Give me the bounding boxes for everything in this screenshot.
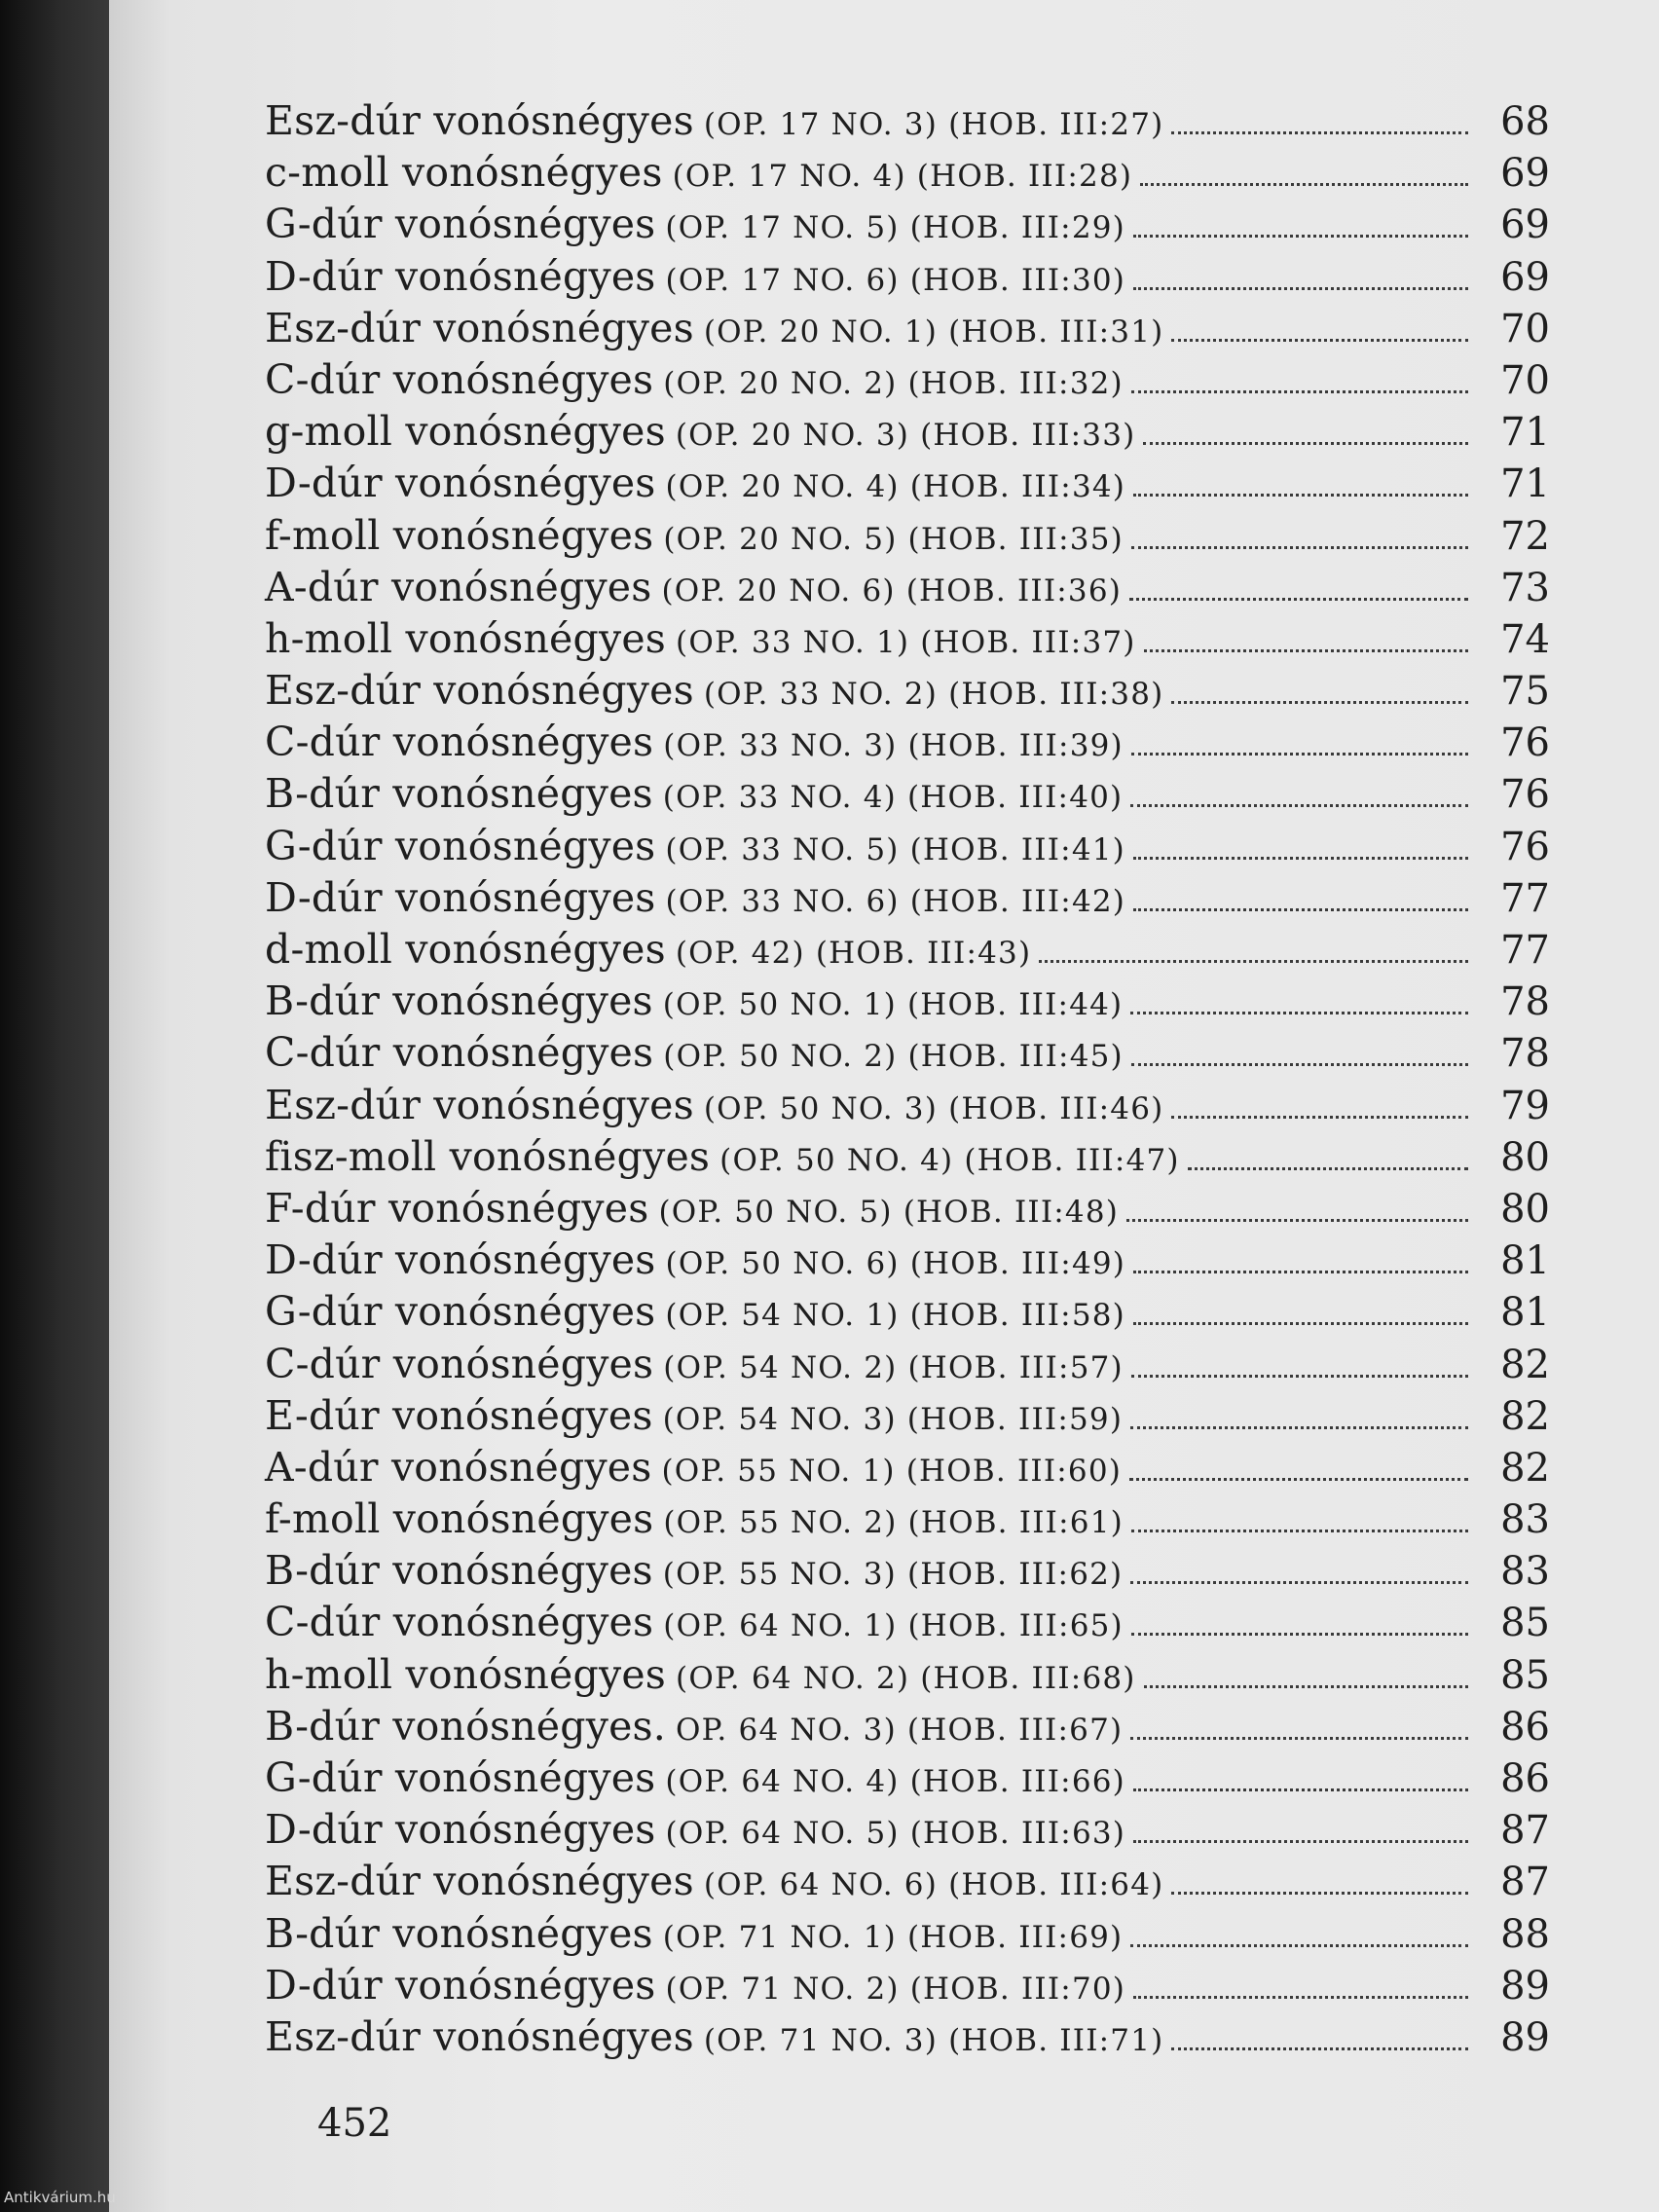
entry-page-number: 88 [1500, 1911, 1550, 1957]
entry-page-number: 76 [1500, 824, 1550, 869]
entry-reference: (OP. 33 NO. 6) (HOB. III:42) [665, 883, 1126, 919]
entry-title: h-moll vonósnégyes [265, 1650, 667, 1698]
entry-page-number: 77 [1500, 875, 1550, 921]
entry-title: g-moll vonósnégyes [265, 408, 666, 456]
entry-title: B-dúr vonósnégyes. [265, 1702, 667, 1750]
entry-page-number: 83 [1500, 1549, 1550, 1595]
toc-entry [265, 512, 1550, 564]
entry-title: fisz-moll vonósnégyes [265, 1132, 711, 1180]
entry-page-number: 70 [1500, 306, 1550, 351]
entry-reference: (OP. 71 NO. 1) (HOB. III:69) [662, 1919, 1124, 1955]
toc-entry [265, 1599, 1550, 1650]
entry-title: C-dúr vonósnégyes [265, 719, 654, 766]
entry-title: h-moll vonósnégyes [265, 614, 667, 662]
toc-entry [265, 823, 1550, 874]
entry-reference: (OP. 71 NO. 2) (HOB. III:70) [665, 1971, 1126, 2007]
toc-entry [265, 1962, 1550, 2013]
entry-page-number: 72 [1500, 513, 1550, 559]
entry-page-number: 79 [1500, 1083, 1550, 1128]
entry-reference: (OP. 20 NO. 6) (HOB. III:36) [661, 572, 1123, 608]
toc-entry [265, 149, 1550, 201]
entry-page-number: 82 [1500, 1445, 1550, 1491]
entry-page-number: 76 [1500, 720, 1550, 766]
toc-entry [265, 1910, 1550, 1962]
entry-page-number: 81 [1500, 1290, 1550, 1336]
dot-leader [1133, 494, 1468, 497]
entry-page-number: 69 [1500, 203, 1550, 248]
entry-reference: (OP. 55 NO. 1) (HOB. III:60) [661, 1453, 1123, 1489]
entry-title: B-dúr vonósnégyes [265, 1909, 653, 1957]
entry-page-number: 78 [1500, 1031, 1550, 1077]
entry-title: G-dúr vonósnégyes [265, 1288, 656, 1336]
entry-reference: (OP. 33 NO. 4) (HOB. III:40) [662, 780, 1124, 816]
entry-title: D-dúr vonósnégyes [265, 252, 656, 300]
dot-leader [1171, 339, 1468, 342]
entry-reference: (OP. 55 NO. 3) (HOB. III:62) [662, 1557, 1124, 1593]
toc-entry [265, 460, 1550, 511]
toc-entry [265, 1444, 1550, 1495]
dot-leader [1133, 908, 1468, 911]
entry-reference: OP. 64 NO. 3) (HOB. III:67) [676, 1712, 1124, 1748]
table-of-contents [265, 97, 1550, 2065]
entry-title: c-moll vonósnégyes [265, 149, 663, 197]
entry-reference: (OP. 64 NO. 2) (HOB. III:68) [676, 1660, 1136, 1696]
entry-title: Esz-dúr vonósnégyes [265, 1081, 694, 1128]
dot-leader [1130, 1581, 1468, 1584]
entry-reference: (OP. 50 NO. 2) (HOB. III:45) [663, 1039, 1124, 1075]
toc-entry [265, 1029, 1550, 1081]
entry-title: D-dúr vonósnégyes [265, 1806, 656, 1854]
entry-page-number: 82 [1500, 1393, 1550, 1439]
entry-reference: (OP. 20 NO. 4) (HOB. III:34) [665, 469, 1126, 505]
entry-reference: (OP. 42) (HOB. III:43) [675, 936, 1032, 971]
entry-title: D-dúr vonósnégyes [265, 1961, 656, 2009]
dot-leader [1143, 442, 1468, 445]
entry-title: E-dúr vonósnégyes [265, 1391, 653, 1439]
dot-leader [1133, 1788, 1468, 1791]
toc-entry [265, 2013, 1550, 2065]
entry-title: A-dúr vonósnégyes [265, 563, 652, 610]
dot-leader [1171, 2047, 1468, 2050]
entry-reference: (OP. 33 NO. 2) (HOB. III:38) [703, 677, 1164, 713]
entry-page-number: 71 [1500, 410, 1550, 456]
entry-page-number: 85 [1500, 1601, 1550, 1646]
toc-entry [265, 1341, 1550, 1392]
dot-leader [1130, 1737, 1468, 1740]
entry-reference: (OP. 54 NO. 1) (HOB. III:58) [665, 1298, 1125, 1334]
entry-title: B-dúr vonósnégyes [265, 977, 653, 1025]
toc-entry [265, 1133, 1550, 1185]
entry-reference: (OP. 64 NO. 1) (HOB. III:65) [663, 1608, 1124, 1644]
toc-entry [265, 1806, 1550, 1858]
entry-title: A-dúr vonósnégyes [265, 1443, 652, 1491]
entry-page-number: 85 [1500, 1652, 1550, 1698]
dot-leader [1130, 804, 1468, 807]
entry-page-number: 69 [1500, 151, 1550, 197]
toc-entry [265, 977, 1550, 1029]
toc-entry [265, 356, 1550, 408]
dot-leader [1188, 1167, 1468, 1170]
entry-page-number: 81 [1500, 1238, 1550, 1284]
dot-leader [1131, 753, 1468, 756]
dot-leader [1131, 1530, 1468, 1532]
entry-reference: (OP. 64 NO. 4) (HOB. III:66) [665, 1764, 1125, 1799]
dot-leader [1133, 857, 1468, 860]
entry-reference: (OP. 33 NO. 5) (HOB. III:41) [665, 831, 1125, 867]
toc-entry [265, 667, 1550, 719]
entry-reference: (OP. 50 NO. 1) (HOB. III:44) [662, 987, 1124, 1023]
entry-title: f-moll vonósnégyes [265, 1495, 654, 1543]
toc-entry [265, 408, 1550, 460]
entry-title: Esz-dúr vonósnégyes [265, 1858, 694, 1905]
dot-leader [1131, 1063, 1468, 1066]
dot-leader [1133, 1322, 1468, 1325]
toc-entry [265, 1082, 1550, 1133]
entry-title: G-dúr vonósnégyes [265, 201, 656, 248]
dot-leader [1129, 1478, 1468, 1481]
entry-title: G-dúr vonósnégyes [265, 1754, 656, 1801]
dot-leader [1130, 1012, 1468, 1014]
toc-entry [265, 97, 1550, 149]
entry-page-number: 86 [1500, 1756, 1550, 1801]
entry-page-number: 80 [1500, 1186, 1550, 1232]
watermark-logo: Antikvárium.hu [4, 2189, 116, 2206]
entry-title: F-dúr vonósnégyes [265, 1184, 649, 1232]
entry-reference: (OP. 20 NO. 3) (HOB. III:33) [675, 418, 1136, 454]
entry-page-number: 77 [1500, 928, 1550, 973]
entry-title: Esz-dúr vonósnégyes [265, 304, 694, 351]
entry-reference: (OP. 55 NO. 2) (HOB. III:61) [663, 1505, 1124, 1541]
entry-reference: (OP. 64 NO. 6) (HOB. III:64) [703, 1867, 1164, 1903]
dot-leader [1126, 1219, 1468, 1222]
entry-page-number: 73 [1500, 565, 1550, 610]
page-number: 452 [317, 2101, 392, 2146]
toc-entry [265, 1703, 1550, 1754]
dot-leader [1140, 183, 1468, 186]
entry-page-number: 70 [1500, 357, 1550, 403]
toc-entry [265, 615, 1550, 667]
dot-leader [1144, 1685, 1468, 1688]
entry-page-number: 76 [1500, 772, 1550, 818]
entry-title: C-dúr vonósnégyes [265, 1340, 654, 1387]
toc-entry [265, 874, 1550, 926]
entry-page-number: 78 [1500, 979, 1550, 1025]
entry-page-number: 89 [1500, 2014, 1550, 2060]
dot-leader [1039, 960, 1468, 963]
entry-reference: (OP. 50 NO. 4) (HOB. III:47) [719, 1142, 1180, 1178]
toc-entry [265, 926, 1550, 977]
toc-entry [265, 1288, 1550, 1340]
toc-entry [265, 564, 1550, 615]
entry-reference: (OP. 17 NO. 4) (HOB. III:28) [672, 159, 1133, 195]
dot-leader [1130, 1426, 1468, 1429]
dot-leader [1131, 1633, 1468, 1636]
entry-reference: (OP. 64 NO. 5) (HOB. III:63) [665, 1816, 1126, 1852]
toc-entry [265, 1495, 1550, 1547]
entry-title: Esz-dúr vonósnégyes [265, 97, 694, 144]
entry-title: G-dúr vonósnégyes [265, 822, 656, 869]
entry-title: C-dúr vonósnégyes [265, 1029, 654, 1077]
entry-title: D-dúr vonósnégyes [265, 460, 656, 507]
dot-leader [1131, 390, 1468, 393]
dot-leader [1129, 598, 1468, 601]
entry-page-number: 71 [1500, 461, 1550, 507]
toc-entry [265, 1236, 1550, 1288]
dot-leader [1171, 1892, 1468, 1895]
entry-title: C-dúr vonósnégyes [265, 355, 654, 403]
toc-entry [265, 1754, 1550, 1806]
dot-leader [1171, 701, 1468, 704]
toc-entry [265, 1651, 1550, 1703]
entry-reference: (OP. 54 NO. 2) (HOB. III:57) [663, 1349, 1124, 1385]
entry-page-number: 87 [1500, 1808, 1550, 1854]
entry-reference: (OP. 50 NO. 6) (HOB. III:49) [665, 1246, 1126, 1282]
entry-page-number: 68 [1500, 99, 1550, 144]
entry-title: D-dúr vonósnégyes [265, 1236, 656, 1284]
entry-reference: (OP. 20 NO. 2) (HOB. III:32) [663, 365, 1124, 401]
entry-reference: (OP. 50 NO. 3) (HOB. III:46) [703, 1090, 1164, 1126]
dot-leader [1133, 287, 1468, 290]
dot-leader [1144, 649, 1468, 652]
entry-reference: (OP. 20 NO. 1) (HOB. III:31) [703, 313, 1164, 350]
toc-entry [265, 1185, 1550, 1236]
entry-reference: (OP. 54 NO. 3) (HOB. III:59) [662, 1401, 1124, 1437]
entry-page-number: 69 [1500, 254, 1550, 300]
toc-entry [265, 1547, 1550, 1599]
entry-page-number: 86 [1500, 1704, 1550, 1750]
dot-leader [1131, 1375, 1468, 1378]
dot-leader [1131, 546, 1468, 549]
dot-leader [1133, 1996, 1468, 1999]
entry-title: B-dúr vonósnégyes [265, 770, 653, 818]
entry-reference: (OP. 50 NO. 5) (HOB. III:48) [658, 1194, 1120, 1230]
toc-entry [265, 719, 1550, 770]
entry-title: D-dúr vonósnégyes [265, 873, 656, 921]
entry-reference: (OP. 33 NO. 1) (HOB. III:37) [676, 624, 1136, 660]
entry-reference: (OP. 17 NO. 6) (HOB. III:30) [665, 262, 1126, 298]
entry-title: Esz-dúr vonósnégyes [265, 2012, 694, 2060]
entry-page-number: 82 [1500, 1342, 1550, 1387]
entry-page-number: 75 [1500, 669, 1550, 715]
toc-entry [265, 1858, 1550, 1909]
toc-entry [265, 305, 1550, 356]
entry-title: Esz-dúr vonósnégyes [265, 667, 694, 715]
entry-reference: (OP. 20 NO. 5) (HOB. III:35) [663, 521, 1124, 557]
dot-leader [1133, 1840, 1468, 1843]
dot-leader [1133, 1271, 1468, 1273]
entry-page-number: 80 [1500, 1134, 1550, 1180]
entry-reference: (OP. 33 NO. 3) (HOB. III:39) [663, 728, 1124, 764]
entry-title: d-moll vonósnégyes [265, 926, 666, 973]
toc-entry [265, 770, 1550, 822]
entry-page-number: 87 [1500, 1860, 1550, 1905]
entry-reference: (OP. 17 NO. 3) (HOB. III:27) [703, 107, 1164, 142]
dot-leader [1133, 235, 1468, 238]
entry-page-number: 74 [1500, 616, 1550, 662]
toc-entry [265, 1392, 1550, 1444]
dot-leader [1171, 1116, 1468, 1119]
entry-page-number: 89 [1500, 1963, 1550, 2009]
entry-title: B-dúr vonósnégyes [265, 1547, 653, 1595]
entry-reference: (OP. 71 NO. 3) (HOB. III:71) [703, 2022, 1164, 2058]
book-spine-shadow [0, 0, 109, 2212]
dot-leader [1171, 131, 1468, 134]
entry-reference: (OP. 17 NO. 5) (HOB. III:29) [665, 210, 1125, 246]
toc-entry [265, 253, 1550, 305]
entry-title: C-dúr vonósnégyes [265, 1599, 654, 1646]
entry-title: f-moll vonósnégyes [265, 511, 654, 559]
toc-entry [265, 201, 1550, 252]
dot-leader [1130, 1944, 1468, 1947]
entry-page-number: 83 [1500, 1497, 1550, 1543]
